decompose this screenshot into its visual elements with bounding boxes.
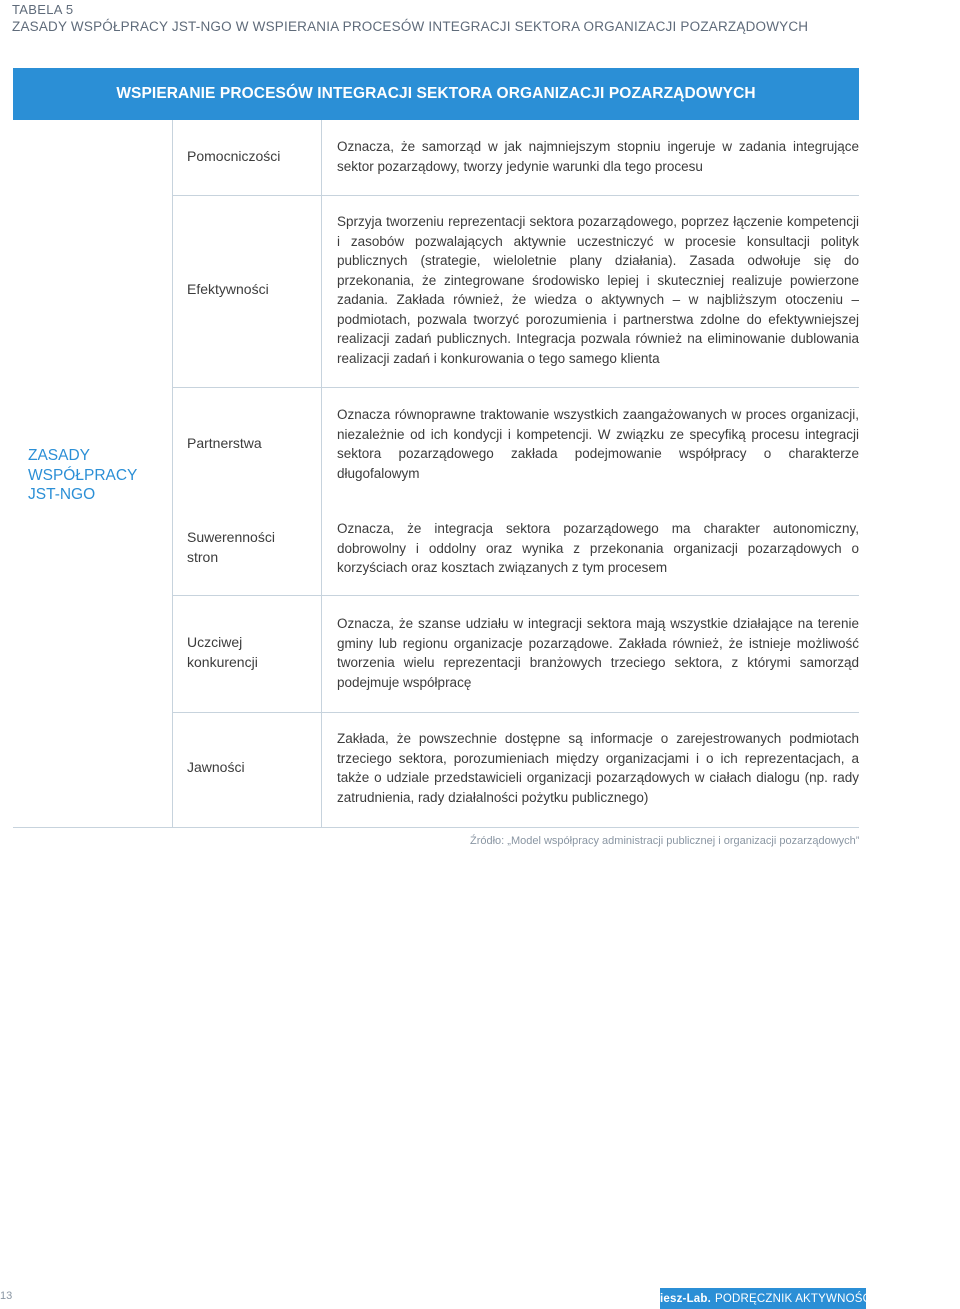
- column-divider-right: [321, 120, 322, 827]
- page-number: 13: [0, 1290, 13, 1302]
- footer-brand: Ciesz-Lab.: [651, 1292, 712, 1305]
- row-divider: [172, 712, 859, 713]
- row-name: Partnerstwa: [187, 435, 262, 451]
- row-divider: [172, 195, 859, 196]
- row-description: Oznacza równoprawne traktowanie wszystkich zaangażowanych w proces organizacji, niezależnie od ich kondycji i kompetencji. W związku ze specyfiką procesu integracji sektora pozarządowego zakłada podejmowanie współpracy o charakterze długofalowym: [337, 407, 859, 481]
- row-name: Pomocniczości: [187, 148, 281, 164]
- footer-subtitle: PODRĘCZNIK AKTYWNOŚCI: [715, 1292, 875, 1305]
- side-label: ZASADY WSPÓŁPRACY JST-NGO: [28, 447, 138, 503]
- row-description: Oznacza, że szanse udziału w integracji sektora mają wszystkie działające na terenie gminy lub regionu organizacje pozarządowe. Zakłada również, że istnieje możliwość tworzenia wielu reprezentacji branżowych trzeciego sektora, z którymi samorząd podejmuje współpracę: [337, 616, 859, 690]
- row-description: Oznacza, że integracja sektora pozarządowego ma charakter autonomiczny, dobrowolny i oddolny oraz wynika z przekonania organizacji pozarządowych o korzyściach oraz kosztach związanych z tym procesem: [337, 521, 859, 575]
- table-title: ZASADY WSPÓŁPRACY JST-NGO W WSPIERANIA PROCESÓW INTEGRACJI SEKTORA ORGANIZACJI POZARZĄDOWYCH: [12, 19, 809, 34]
- row-divider: [172, 387, 859, 388]
- table-label: TABELA 5: [12, 2, 74, 17]
- row-name: Uczciwej konkurencji: [187, 634, 258, 670]
- source-note: Źródło: „Model współpracy administracji publicznej i organizacji pozarządowych”: [470, 835, 860, 847]
- footer-band: [651, 1288, 875, 1309]
- row-description: Sprzyja tworzeniu reprezentacji sektora pozarządowego, poprzez łączenie kompetencji i zasobów pozwalających aktywnie uczestniczyć w procesie konsultacji polityk publicznych (strategie, wieloletnie plany działania). Zasada odwołuje się do przekonania, że zintegrowane środowisko lepiej i skuteczniej realizuje powierzone zadania. Zakłada również, że wiedza o aktywnych – w najbliższym otoczeniu – podmiotach, pozwala tworzyć porozumienia i partnerstwa zdolne do efektywniejszej realizacji zadań publicznych. Integracja pozwala również na eliminowanie dublowania realizacji zadań i konkurowania o tego samego klienta: [337, 214, 859, 366]
- column-divider-left: [172, 120, 173, 827]
- table-bottom-rule: [13, 827, 859, 828]
- row-description: Zakłada, że powszechnie dostępne są informacje o zarejestrowanych podmiotach trzeciego sektora, porozumieniach między organizacjami i o ich reprezentacjach, a także o udziale przedstawicieli organizacji pozarządowych w ciałach dialogu (np. rady zatrudnienia, rady działalności pożytku publicznego): [337, 731, 859, 805]
- row-name: Efektywności: [187, 281, 269, 297]
- row-name: Jawności: [187, 759, 245, 775]
- row-name: Suwerenności stron: [187, 529, 275, 565]
- row-divider: [172, 595, 859, 596]
- row-description: Oznacza, że samorząd w jak najmniejszym stopniu ingeruje w zadania integrujące sektor pozarządowy, tworzy jedynie warunki dla tego procesu: [337, 139, 859, 174]
- table-header: WSPIERANIE PROCESÓW INTEGRACJI SEKTORA ORGANIZACJI POZARZĄDOWYCH: [13, 68, 859, 120]
